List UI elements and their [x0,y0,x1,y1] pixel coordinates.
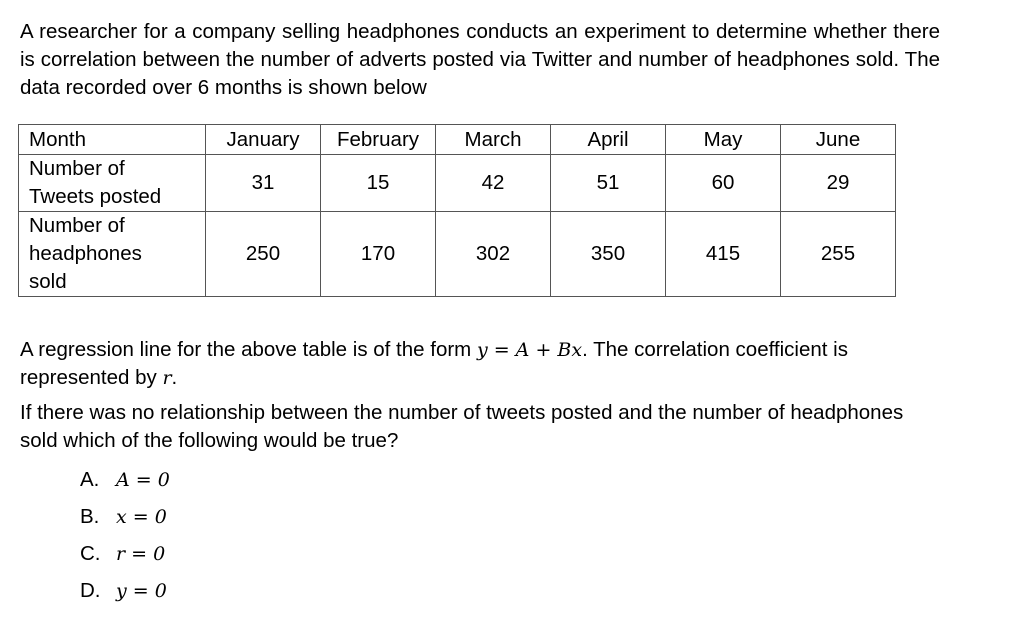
month-cell: February [321,125,436,155]
coefficient-symbol: r [162,367,172,389]
month-cell: April [551,125,666,155]
row-header-line: Number of [29,157,125,180]
option-d[interactable] [80,577,170,614]
row-header-line: sold [29,270,67,293]
option-b[interactable] [80,503,170,540]
option-expression: r = 0 [116,543,166,565]
question-prompt: If there was no relationship between the number of tweets posted and the number of headphones sold which of the following would be true? [20,401,904,452]
headphones-cell: 350 [551,212,666,297]
row-header-line: Number of [29,214,125,237]
row-header-headphones [19,212,206,297]
row-header-line: Tweets posted [29,185,162,208]
month-cell: June [781,125,896,155]
headphones-cell: 415 [666,212,781,297]
option-letter: B. [80,505,100,528]
option-expression: y = 0 [116,580,167,602]
option-expression: x = 0 [116,506,167,528]
tweets-cell: 15 [321,155,436,212]
tweets-cell: 60 [666,155,781,212]
tweets-cell: 42 [436,155,551,212]
option-letter: A. [80,468,100,491]
data-table [18,124,896,297]
intro-paragraph: A researcher for a company selling headphones conducts an experiment to determine whether there is correlation between the number of adverts posted via Twitter and number of headphones sold. The data recorded over 6 months is shown below [20,20,940,99]
option-expression: A = 0 [116,469,170,491]
headphones-cell: 250 [206,212,321,297]
table-row-month [19,125,896,155]
table-row-headphones [19,212,896,297]
month-cell: January [206,125,321,155]
regression-suffix: . The correlation coefficient is represented by [20,338,848,389]
option-letter: C. [80,542,101,565]
row-header-tweets [19,155,206,212]
option-letter: D. [80,579,101,602]
row-header-month: Month [19,125,206,155]
option-a[interactable] [80,466,170,503]
table-row-tweets [19,155,896,212]
tweets-cell: 51 [551,155,666,212]
month-cell: March [436,125,551,155]
headphones-cell: 302 [436,212,551,297]
regression-prefix: A regression line for the above table is of the form [20,338,477,361]
headphones-cell: 255 [781,212,896,297]
tweets-cell: 31 [206,155,321,212]
month-cell: May [666,125,781,155]
headphones-cell: 170 [321,212,436,297]
tweets-cell: 29 [781,155,896,212]
regression-end: . [171,366,178,389]
option-c[interactable] [80,540,170,577]
regression-paragraph [20,336,940,392]
regression-formula: y = A + Bx [476,339,583,361]
answer-options [80,466,170,614]
row-header-line: headphones [29,242,142,265]
